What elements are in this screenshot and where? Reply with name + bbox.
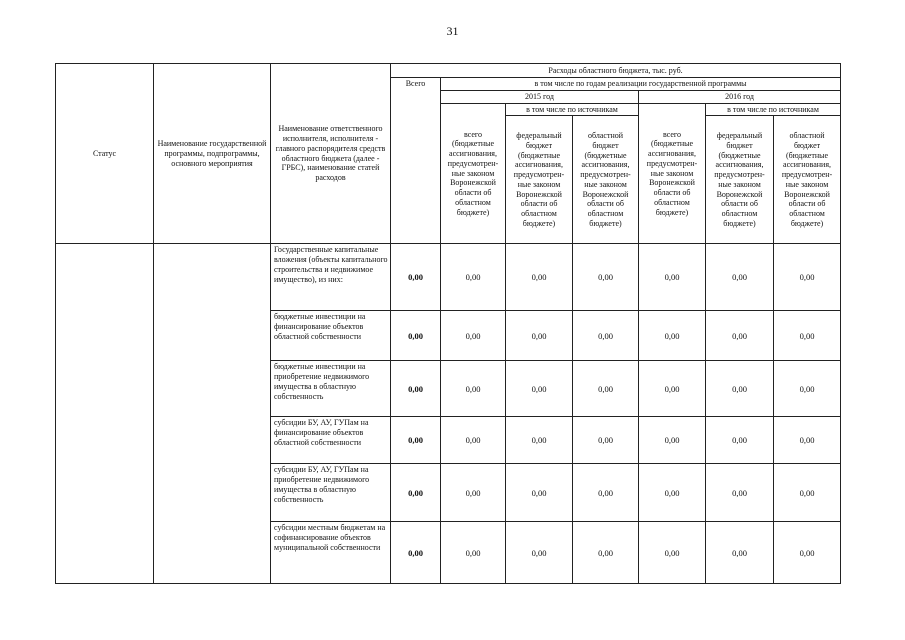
- header-by-years: в том числе по годам реализации государственной программы: [441, 78, 841, 91]
- header-2015-regional: областной бюджет (бюджетные ассигнования, предусмотрен- ные законом Воронежской области об областном бюджете): [573, 116, 639, 244]
- row-total: 0,00: [391, 522, 441, 584]
- row-2016-regional: 0,00: [774, 522, 841, 584]
- row-2016-total: 0,00: [639, 522, 706, 584]
- row-2015-total: 0,00: [441, 361, 506, 417]
- header-2016-by-sources: в том числе по источникам: [706, 103, 841, 116]
- row-2015-total: 0,00: [441, 522, 506, 584]
- header-2015-total: всего (бюджетные ассигнования, предусмотрен- ные законом Воронежской области об областном бюджете): [441, 103, 506, 244]
- row-total: 0,00: [391, 244, 441, 311]
- row-2016-federal: 0,00: [706, 311, 774, 361]
- header-total: Всего: [391, 78, 441, 244]
- row-2016-regional: 0,00: [774, 244, 841, 311]
- header-status: Статус: [56, 64, 154, 244]
- header-2015-by-sources: в том числе по источникам: [506, 103, 639, 116]
- row-2016-federal: 0,00: [706, 244, 774, 311]
- row-2016-regional: 0,00: [774, 311, 841, 361]
- row-2015-regional: 0,00: [573, 417, 639, 464]
- row-2015-federal: 0,00: [506, 522, 573, 584]
- row-2016-regional: 0,00: [774, 417, 841, 464]
- row-2016-regional: 0,00: [774, 464, 841, 522]
- row-2016-total: 0,00: [639, 417, 706, 464]
- row-2015-regional: 0,00: [573, 522, 639, 584]
- header-2016-federal: федеральный бюджет (бюджетные ассигнования, предусмотрен- ные законом Воронежской области об областном бюджете): [706, 116, 774, 244]
- row-name: бюджетные инвестиции на финансирование объектов областной собственности: [271, 311, 391, 361]
- row-2015-regional: 0,00: [573, 361, 639, 417]
- header-program: Наименование государственной программы, подпрограммы, основного мероприятия: [154, 64, 271, 244]
- row-total: 0,00: [391, 361, 441, 417]
- row-2016-total: 0,00: [639, 244, 706, 311]
- row-2015-total: 0,00: [441, 244, 506, 311]
- row-2015-federal: 0,00: [506, 361, 573, 417]
- row-2015-regional: 0,00: [573, 311, 639, 361]
- row-total: 0,00: [391, 311, 441, 361]
- header-2016-regional: областной бюджет (бюджетные ассигнования, предусмотрен- ные законом Воронежской области об областном бюджете): [774, 116, 841, 244]
- row-name: бюджетные инвестиции на приобретение недвижимого имущества в областную собственность: [271, 361, 391, 417]
- row-2015-regional: 0,00: [573, 244, 639, 311]
- row-2015-federal: 0,00: [506, 417, 573, 464]
- row-2015-regional: 0,00: [573, 464, 639, 522]
- row-2015-total: 0,00: [441, 464, 506, 522]
- row-2016-total: 0,00: [639, 464, 706, 522]
- row-name: субсидии БУ, АУ, ГУПам на финансирование объектов областной собственности: [271, 417, 391, 464]
- row-name: субсидии БУ, АУ, ГУПам на приобретение недвижимого имущества в областную собственность: [271, 464, 391, 522]
- program-cell: [154, 244, 271, 584]
- table-row: [56, 244, 841, 311]
- row-name: Государственные капитальные вложения (объекты капитального строительства и недвижимое имущество), из них:: [271, 244, 391, 311]
- page-number: 31: [446, 24, 459, 38]
- row-2016-total: 0,00: [639, 311, 706, 361]
- row-2016-federal: 0,00: [706, 522, 774, 584]
- status-cell: [56, 244, 154, 584]
- header-year-2016: 2016 год: [639, 90, 841, 103]
- header-expenses: Расходы областного бюджета, тыс. руб.: [391, 64, 841, 78]
- header-executor: Наименование ответственного исполнителя, исполнителя - главного распорядителя средств областного бюджета (далее - ГРБС), наименование статей расходов: [271, 64, 391, 244]
- budget-table: [55, 63, 841, 584]
- row-2015-total: 0,00: [441, 417, 506, 464]
- row-2016-federal: 0,00: [706, 464, 774, 522]
- row-name: субсидии местным бюджетам на софинансирование объектов муниципальной собственности: [271, 522, 391, 584]
- row-total: 0,00: [391, 417, 441, 464]
- row-2015-federal: 0,00: [506, 244, 573, 311]
- row-2016-federal: 0,00: [706, 361, 774, 417]
- row-2016-federal: 0,00: [706, 417, 774, 464]
- row-2015-federal: 0,00: [506, 464, 573, 522]
- row-2015-total: 0,00: [441, 311, 506, 361]
- header-2015-federal: федеральный бюджет (бюджетные ассигнования, предусмотрен- ные законом Воронежской области об областном бюджете): [506, 116, 573, 244]
- header-year-2015: 2015 год: [441, 90, 639, 103]
- row-total: 0,00: [391, 464, 441, 522]
- header-2016-total: всего (бюджетные ассигнования, предусмотрен- ные законом Воронежской области об областном бюджете): [639, 103, 706, 244]
- row-2016-total: 0,00: [639, 361, 706, 417]
- row-2016-regional: 0,00: [774, 361, 841, 417]
- row-2015-federal: 0,00: [506, 311, 573, 361]
